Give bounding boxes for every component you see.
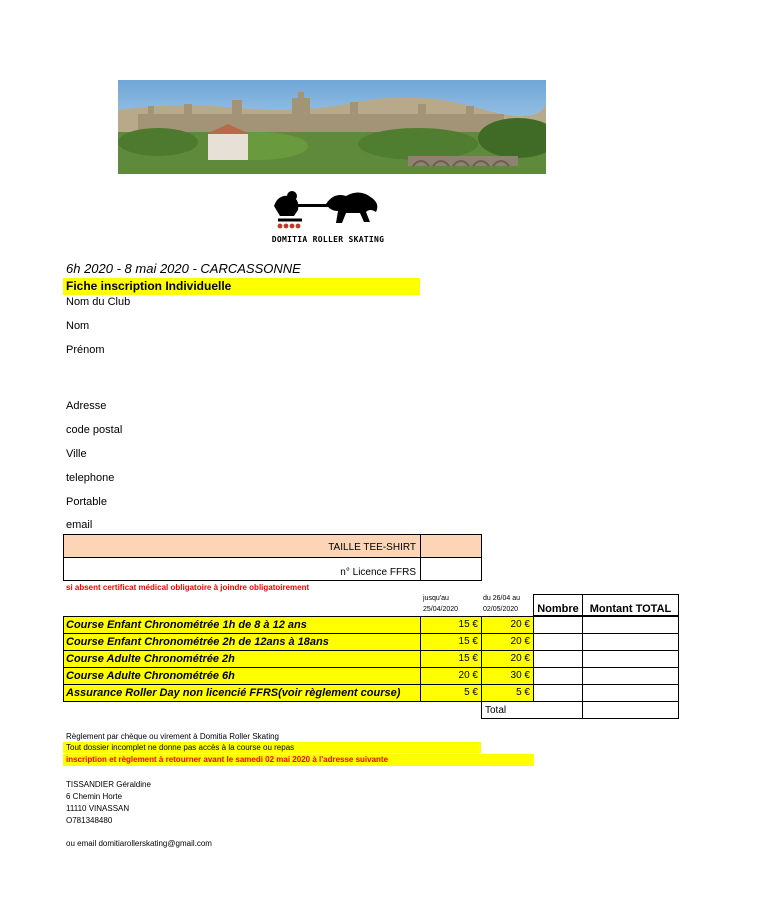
address-city: 11110 VINASSAN [66,804,130,813]
course-nombre-cell[interactable] [533,633,583,651]
field-adresse[interactable]: Adresse [66,400,107,412]
payment-note: Règlement par chèque ou virement à Domitia Roller Skating [66,732,279,741]
price-col2-header-line1: du 26/04 au [483,595,520,602]
total-value-cell[interactable] [582,701,679,719]
field-telephone[interactable]: telephone [66,472,115,484]
course-row-label: Assurance Roller Day non licencié FFRS(voir règlement course) [63,684,421,702]
tee-shirt-size-cell[interactable] [420,534,482,558]
course-price-late: 30 € [481,667,534,685]
price-col1-header-line2: 25/04/2020 [423,606,459,613]
address-street: 6 Chemin Horte [66,792,123,801]
return-deadline-note: inscription et règlement à retourner avant le samedi 02 mai 2020 à l'adresse suivante [63,754,534,766]
course-nombre-cell[interactable] [533,667,583,685]
field-code-postal[interactable]: code postal [66,424,123,436]
carcassonne-banner-image [118,80,546,174]
form-title: Fiche inscription Individuelle [63,278,420,295]
course-row-label: Course Adulte Chronométrée 2h [63,650,421,668]
course-montant-cell[interactable] [582,684,679,702]
course-montant-cell[interactable] [582,616,679,634]
address-phone: O781348480 [66,816,113,825]
tee-shirt-size-label: TAILLE TEE-SHIRT [63,534,421,558]
event-title: 6h 2020 - 8 mai 2020 - CARCASSONNE [66,261,301,276]
price-col2-header-line2: 02/05/2020 [483,606,519,613]
course-price-late: 20 € [481,650,534,668]
course-montant-cell[interactable] [582,667,679,685]
address-name: TISSANDIER Géraldine [66,780,151,789]
course-price-late: 20 € [481,633,534,651]
course-nombre-cell[interactable] [533,616,583,634]
licence-number-label: n° Licence FFRS [63,557,421,581]
course-price-late: 20 € [481,616,534,634]
total-label: Total [481,701,583,719]
field-prenom[interactable]: Prénom [66,344,105,356]
nombre-header: Nombre [533,594,583,616]
field-ville[interactable]: Ville [66,448,87,460]
email-note[interactable]: ou email domitiarollerskating@gmail.com [66,839,212,848]
course-nombre-cell[interactable] [533,684,583,702]
course-montant-cell[interactable] [582,650,679,668]
field-nom[interactable]: Nom [66,320,90,332]
montant-total-header: Montant TOTAL [582,594,679,616]
field-email[interactable]: email [66,519,93,531]
course-price-late: 5 € [481,684,534,702]
course-price-early: 20 € [420,667,482,685]
course-price-early: 15 € [420,633,482,651]
field-portable[interactable]: Portable [66,496,107,508]
price-col2-header [483,593,520,615]
course-row-label: Course Enfant Chronométrée 2h de 12ans à 18ans [63,633,421,651]
incomplete-note: Tout dossier incomplet ne donne pas accès à la course ou repas [63,742,481,753]
logo-text: DOMITIA ROLLER SKATING [271,235,385,244]
course-price-early: 15 € [420,616,482,634]
price-col1-header [423,593,458,615]
course-row-label: Course Enfant Chronométrée 1h de 8 à 12 ans [63,616,421,634]
course-price-early: 15 € [420,650,482,668]
price-col1-header-line1: jusqu'au [423,595,449,602]
field-nom-du-club[interactable]: Nom du Club [66,296,131,308]
course-nombre-cell[interactable] [533,650,583,668]
certificate-note: si absent certificat médical obligatoire à joindre obligatoirement [66,583,310,592]
course-row-label: Course Adulte Chronométrée 6h [63,667,421,685]
licence-number-cell[interactable] [420,557,482,581]
course-montant-cell[interactable] [582,633,679,651]
course-price-early: 5 € [420,684,482,702]
